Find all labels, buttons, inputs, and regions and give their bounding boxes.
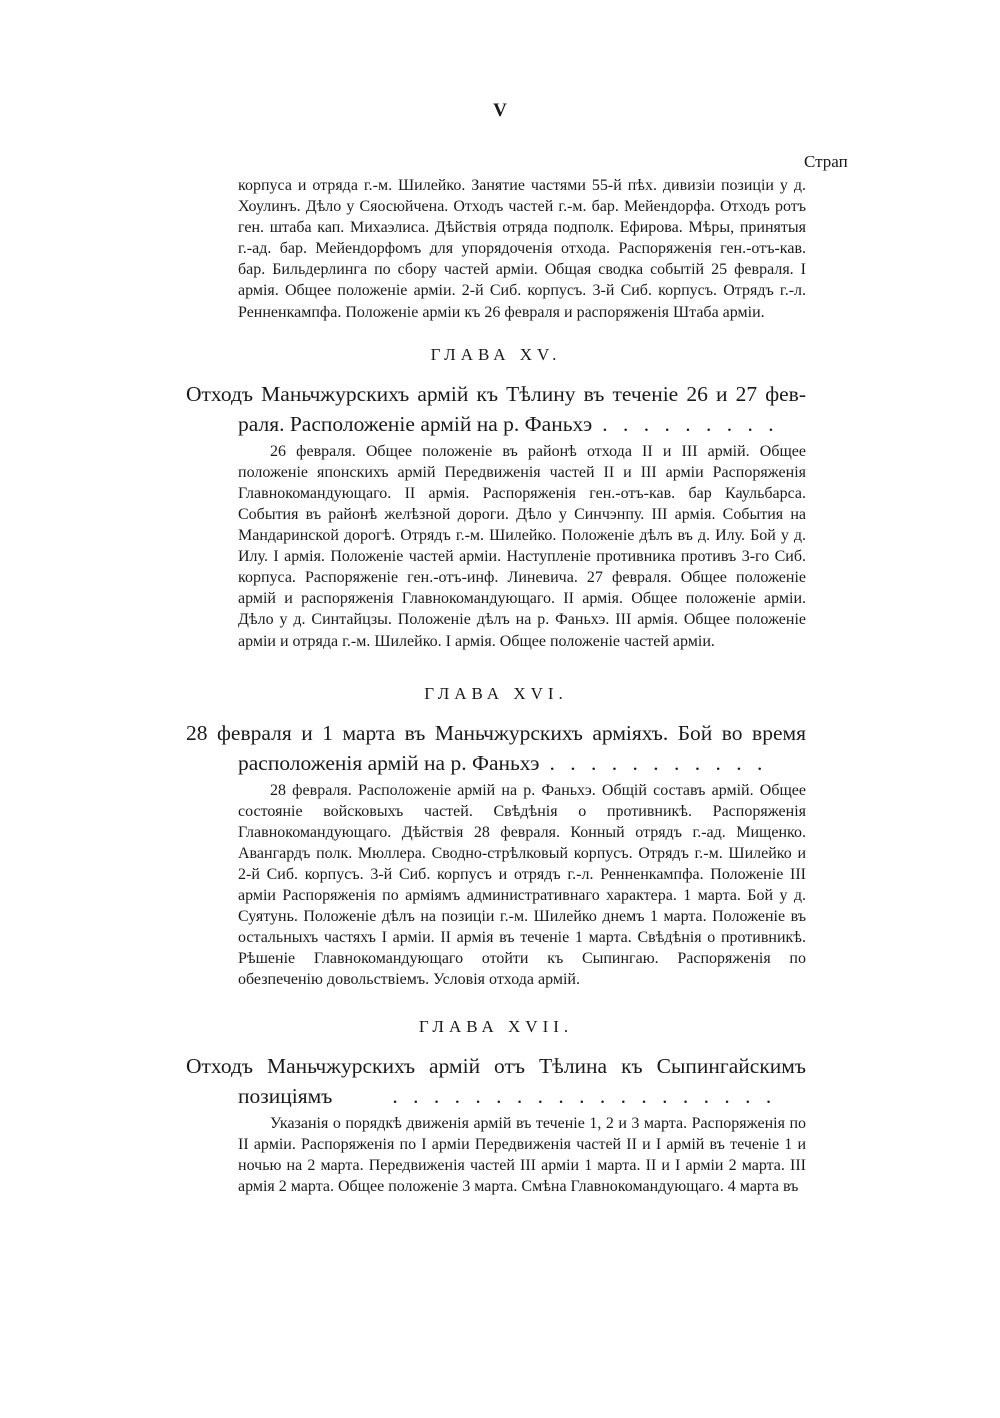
chapter-title xyxy=(186,718,806,778)
chapter-xvi xyxy=(186,684,806,991)
intro-summary: корпуса и отряда г.-м. Шилейко. Занятие частями 55-й пѣх. дивизіи позиціи у д. Хоулинъ. Дѣло у Сяосюйчена. Отходъ частей г.-м. бар. Мейендорфа. Отходъ ротъ ген. штаба кап. Михаэлиса. Дѣйствія отряда подполк. Ефирова. Мѣры, принятыя г.-ад. бар. Мейендорфомъ для упорядоченія отхода. Распоряженія ген.-отъ-кав. бар. Бильдерлинга по сбору частей арміи. Общая сводка событій 25 февраля. I армія. Общее положеніе арміи. 2-й Сиб. корпусъ. 3-й Сиб. корпусъ. Отрядъ г.-л. Ренненкампфа. Положеніе арміи къ 26 февраля и распоряженія Штаба арміи. xyxy=(238,177,806,321)
chapter-summary: 28 февраля. Расположеніе армій на р. Фаньхэ. Общій составъ армій. Общее состояніе войсковыхъ частей. Свѣдѣнія о противникѣ. Распоряженія Главнокомандующаго. Дѣйствія 28 февраля. Конный отрядъ г.-ад. Мищенко. Авангардъ полк. Мюллера. Сводно-стрѣлковый корпусъ. Отрядъ г.-м. Шилейко и 2-й Сиб. корпусъ. 3-й Сиб. корпусъ и отрядъ г.-л. Ренненкампфа. Положеніе III арміи Распоряженія по арміямъ административнаго характера. 1 марта. Бой у д. Суятунь. Положеніе дѣлъ на позиціи г.-м. Шилейко днемъ 1 марта. Положеніе въ остальныхъ частяхъ I арміи. II армія въ теченіе 1 марта. Свѣдѣнія о противникѣ. Рѣшеніе Главнокомандующаго отойти къ Сыпингаю. Распоряженія по обезпеченію довольствіемъ. Условія отхода армій. xyxy=(238,781,806,989)
chapter-title xyxy=(186,1051,806,1111)
table-of-contents xyxy=(186,175,806,1197)
chapter-title-line-2: позиціямъ xyxy=(238,1083,333,1108)
chapter-title xyxy=(186,379,806,439)
chapter-title-line-2-wrap xyxy=(238,1081,806,1111)
dot-leaders: . . . . . . . . . xyxy=(602,411,779,436)
chapter-heading: ГЛАВА XVI. xyxy=(424,683,568,703)
chapter-heading: ГЛАВА XVII. xyxy=(418,1016,574,1036)
column-label: Страп xyxy=(804,152,848,171)
chapter-summary: Указанія о порядкѣ движенія армій въ теченіе 1, 2 и 3 марта. Распоряженія по II арміи. Распоряженія по I арміи Передвиженія частей II и I армій въ теченіе 1 и ночью на 2 марта. Передвиженія частей III арміи 1 марта. II и I арміи 2 марта. III армія 2 марта. Общее положеніе 3 марта. Смѣна Главнокомандующаго. 4 марта въ xyxy=(238,1114,806,1195)
chapter-title-line-2-wrap xyxy=(238,409,806,439)
chapter-title-line-1: 28 февраля и 1 марта въ Маньчжурскихъ арміяхъ. Бой во время xyxy=(186,720,806,745)
chapter-xvii xyxy=(186,1017,806,1197)
chapter-summary: 26 февраля. Общее положеніе въ районѣ отхода II и III армій. Общее положеніе японскихъ армій Передвиженія частей II и III арміи Распоряженія Главнокомандующаго. II армія. Распоряженія ген.-отъ-кав. бар Каульбарса. События въ районѣ желѣзной дороги. Дѣло у Синчэнпу. III армія. События на Мандаринской дорогѣ. Отрядъ г.-м. Шилейко. Положеніе дѣлъ въ д. Илу. Бой у д. Илу. I армія. Положеніе частей арміи. Наступленіе противника противъ 3-го Сиб. корпуса. Распоряженіе ген.-отъ-инф. Линевича. 27 февраля. Общее положеніе армій и распоряженія Главнокомандующаго. II армія. Общее положеніе арміи. Дѣло у д. Синтайцзы. Положеніе дѣлъ на р. Фаньхэ. III армія. Общее положеніе арміи и отряда г.-м. Шилейко. I армія. Общее положеніе частей арміи. xyxy=(238,442,806,650)
chapter-title-line-1: Отходъ Маньчжурскихъ армій къ Тѣлину въ теченіе 26 и 27 фев- xyxy=(186,381,806,406)
chapter-heading: ГЛАВА XV. xyxy=(430,344,562,364)
chapter-title-line-2: расположенія армій на р. Фаньхэ xyxy=(238,750,540,775)
chapter-title-line-2-wrap xyxy=(238,748,806,778)
chapter-xv xyxy=(186,345,806,652)
chapter-title-line-1: Отходъ Маньчжурскихъ армій отъ Тѣлина къ Сыпингайскимъ xyxy=(186,1053,806,1078)
dot-leaders: . . . . . . . . . . . . . . . . . . . xyxy=(392,1083,777,1108)
page-number: V xyxy=(493,100,507,121)
chapter-title-line-2: раля. Расположеніе армій на р. Фаньхэ xyxy=(238,411,593,436)
dot-leaders: . . . . . . . . . . . xyxy=(549,750,768,775)
